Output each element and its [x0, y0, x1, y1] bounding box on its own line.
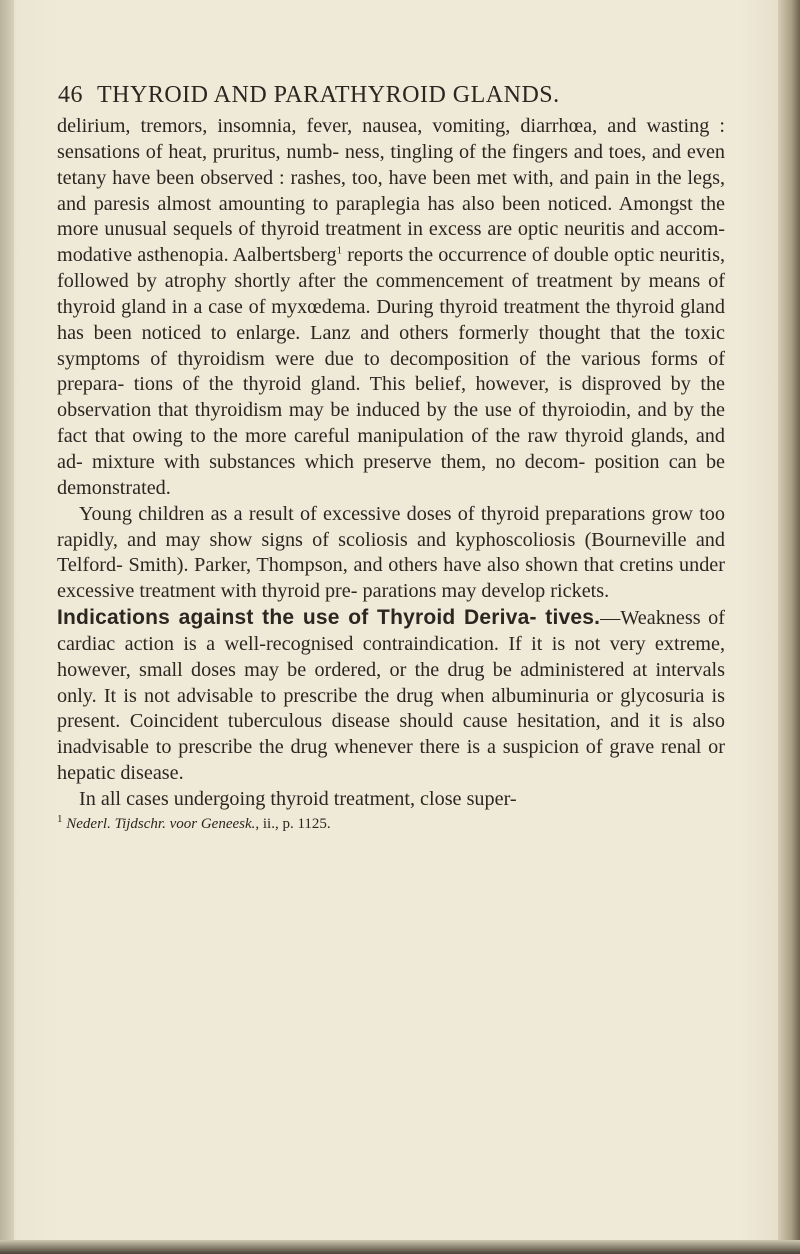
paragraph-1 [57, 114, 725, 502]
footnote [57, 813, 725, 835]
paragraph-2: Young children as a result of excessive doses of thyroid preparations grow too rapidly, and may show signs of scoliosis and kyphoscoliosis (Bourneville and Telford- Smith). Parker, Thompson, and others have also shown that cretins under excessive treatment with thyroid pre- parations may develop rickets. [57, 502, 725, 603]
paragraph-4: In all cases undergoing thyroid treatment, close super- [79, 787, 517, 810]
footnote-journal: Nederl. Tijdschr. voor Geneesk. [66, 815, 256, 832]
paragraph-1-text-a: delirium, tremors, insomnia, fever, nausea, vomiting, diarrhœa, and wasting : sensations of heat, pruritus, numb- ness, tingling of the fingers and toes, and even tetany have been observed : rashes, too, have been met with, and pain in the legs, and paresis almost amounting to paraplegia has also been noticed. Amongst the more unusual sequels of thyroid treatment in excess are optic neuritis and accom- modative asthenopia. Aalbertsberg [57, 115, 725, 267]
footnote-marker: 1 [57, 812, 63, 825]
paragraph-3 [57, 605, 725, 787]
footnote-reference: 1 [336, 244, 343, 257]
page-bottom-edge [0, 1240, 800, 1254]
footnote-citation: , ii., p. 1125. [255, 815, 331, 832]
running-title: THYROID AND PARATHYROID GLANDS. [97, 82, 560, 108]
paragraph-1-text-b: reports the occurrence of double optic neuritis, followed by atrophy shortly after the commencement of treatment by means of thyroid gland in a case of myxœdema. During thyroid treatment the thyroid gland has been noticed to enlarge. Lanz and others formerly thought that the toxic symptoms of thyroidism were due to decomposition of the various forms of prepara- tions of the thyroid gland. This belief, however, is disproved by the observation that thyroidism may be induced by the use of thyroiodin, and by the fact that owing to the more careful manipulation of the raw thyroid glands, and ad- mixture with substances which preserve them, no decom- position can be demonstrated. [57, 244, 725, 499]
body-text [57, 114, 725, 835]
page-number: 46 [58, 82, 83, 108]
page-edge-shadow [778, 0, 800, 1254]
section-heading: Indications against the use of Thyroid Deriva- tives. [57, 606, 601, 630]
page-gutter [0, 0, 14, 1254]
running-header [58, 82, 718, 109]
paragraph-3-text: —Weakness of cardiac action is a well-recognised contraindication. If it is not very extreme, however, small doses may be ordered, or the drug be administered at intervals only. It is not advisable to prescribe the drug when albuminuria or glycosuria is present. Coincident tuberculous disease should cause hesitation, and it is also inadvisable to prescribe the drug whenever there is a suspicion of grave renal or hepatic disease. [57, 607, 725, 785]
